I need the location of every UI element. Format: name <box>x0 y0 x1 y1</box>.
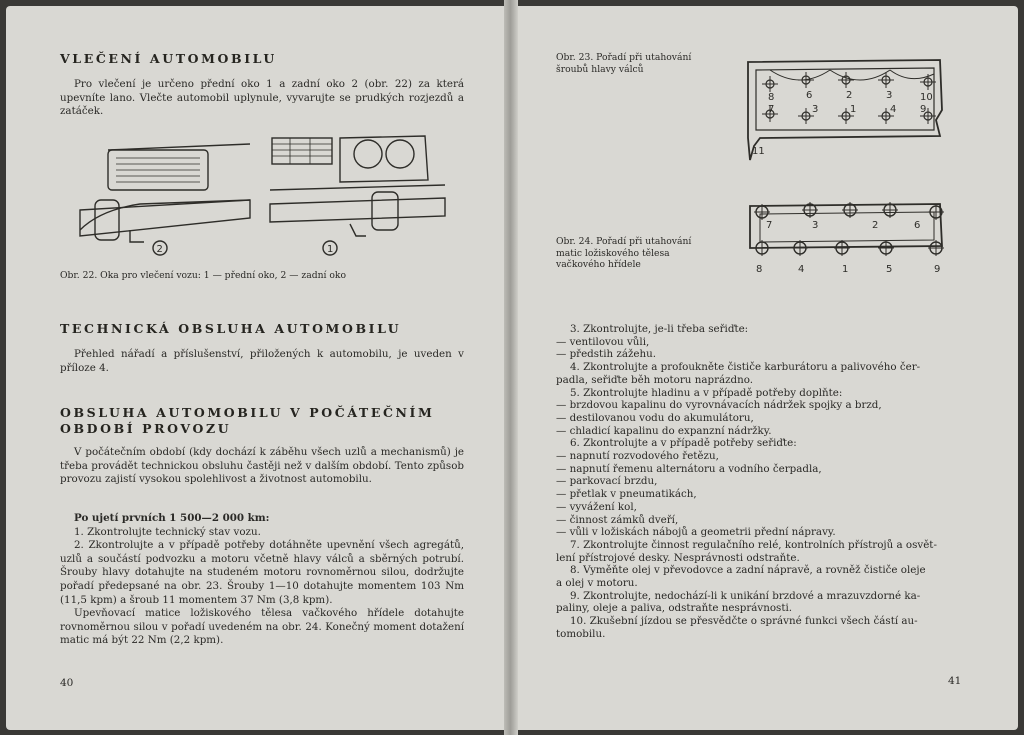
fig23-num: 11 <box>752 146 765 157</box>
fig24-num: 5 <box>886 264 893 275</box>
list-item: — vyvážení kol, <box>556 500 637 513</box>
list-item: — destilovanou vodu do akumulátoru, <box>556 411 754 424</box>
fig23-num: 3 <box>886 90 893 101</box>
fig24-num: 1 <box>842 264 849 275</box>
list-item: — činnost zámků dveří, <box>556 513 679 526</box>
tools-paragraph <box>60 348 464 375</box>
book-gutter <box>504 0 518 735</box>
fig24-caption-line2: matic ložiskového tělesa <box>556 247 670 259</box>
fig24-num: 6 <box>914 220 921 231</box>
list-item: tomobilu. <box>556 627 606 640</box>
fig23-caption-line2: šroubů hlavy válců <box>556 63 644 75</box>
heading-initial-period-2: OBDOBÍ PROVOZU <box>60 421 232 436</box>
tools-text: Přehled nářadí a příslušenství, přiložených k automobilu, je uveden v příloze 4. <box>60 348 464 374</box>
list-item: 10. Zkušební jízdou se přesvědčte o správné funkci všech částí au- <box>570 615 918 628</box>
fig24-num: 2 <box>872 220 879 231</box>
list-item: 4. Zkontrolujte a profoukněte čističe karburátoru a palivového čer- <box>570 361 921 374</box>
fig22-label-1: 1 <box>327 244 334 255</box>
fig23-num: 7 <box>768 104 775 115</box>
page-number-left: 40 <box>60 677 74 689</box>
fig22-caption: Obr. 22. Oka pro vlečení vozu: 1 — přední oko, 2 — zadní oko <box>60 270 346 281</box>
list-item: 6. Zkontrolujte a v případě potřeby seřiďte: <box>570 437 797 450</box>
break-in-item-1: 1. Zkontrolujte technický stav vozu. <box>74 525 261 538</box>
fig24-num: 8 <box>756 264 763 275</box>
fig23-num: 8 <box>768 92 775 103</box>
break-in-item-2b: Upevňovací matice ložiskového tělesa vačkového hřídele dotahujte rovnoměrnou silou v pořadí uvedeném na obr. 24. Konečný moment dotažení matic má být 22 Nm (2,2 kpm). <box>60 607 464 647</box>
list-item: — vůli v ložiskách nábojů a geometrii přední nápravy. <box>556 526 836 539</box>
heading-towing: VLEČENÍ AUTOMOBILU <box>60 51 277 66</box>
fig24-num: 3 <box>812 220 819 231</box>
list-item: 3. Zkontrolujte, je-li třeba seřiďte: <box>570 323 749 335</box>
break-in-list <box>60 512 464 648</box>
list-item: 5. Zkontrolujte hladinu a v případě potřeby doplňte: <box>570 386 843 399</box>
towing-paragraph <box>60 78 464 119</box>
list-item: padla, seřiďte běh motoru naprázdno. <box>556 373 754 386</box>
maintenance-list <box>556 323 966 641</box>
towing-text: Pro vlečení je určeno přední oko 1 a zadní oko 2 (obr. 22) za která upevníte lano. Vlečte automobil uplynule, vyvarujte se prudkých rozjezdů a zatáček. <box>60 78 464 118</box>
fig23-num: 9 <box>920 104 927 115</box>
list-item: a olej v motoru. <box>556 577 638 590</box>
fig23-num: 10 <box>920 92 933 103</box>
fig24-caption <box>556 236 691 271</box>
initial-period-text: V počátečním období (kdy dochází k záběhu všech uzlů a mechanismů) je třeba provádět technickou obsluhu častěji než v dalším období. Tento způsob provozu zajistí vysokou spolehlivost a životnost automobilu. <box>60 446 464 486</box>
break-in-subheading: Po ujetí prvních 1 500—2 000 km: <box>74 512 270 524</box>
list-item: — parkovací brzdu, <box>556 475 658 488</box>
list-item: — napnutí řemenu alternátoru a vodního čerpadla, <box>556 462 822 475</box>
fig23-num: 6 <box>806 90 813 101</box>
fig22-towing-eyes-illustration <box>60 130 450 264</box>
break-in-item-2: 2. Zkontrolujte a v případě potřeby dotáhněte upevnění všech agregátů, uzlů a součástí podvozku a motoru včetně hlavy válců a sběrných potrubí. Šrouby hlavy dotahujte na studeném motoru rovnoměrnou silou, dodržujte pořadí předepsané na obr. 23. Šrouby 1—10 dotahujte momentem 103 Nm (11,5 kpm) a šroub 11 momentem 37 Nm (3,8 kpm). <box>60 539 464 606</box>
list-item: 7. Zkontrolujte činnost regulačního relé, kontrolních přístrojů a osvět- <box>570 538 937 551</box>
fig23-num: 1 <box>850 104 857 115</box>
list-item: 8. Vyměňte olej v převodovce a zadní nápravě, a rovněž čističe oleje <box>570 564 926 577</box>
fig24-caption-line3: vačkového hřídele <box>556 259 641 270</box>
list-item: — ventilovou vůli, <box>556 335 650 348</box>
fig24-caption-line1: Obr. 24. Pořadí při utahování <box>556 236 692 247</box>
heading-technical-service: TECHNICKÁ OBSLUHA AUTOMOBILU <box>60 321 402 336</box>
fig24-camshaft-housing-diagram <box>740 196 950 282</box>
fig24-num: 7 <box>766 220 773 231</box>
fig23-num: 2 <box>846 90 853 101</box>
fig23-caption-line1: Obr. 23. Pořadí při utahování <box>556 52 692 63</box>
fig23-num: 3 <box>812 104 819 115</box>
list-item: lení přístrojové desky. Nesprávnosti odstraňte. <box>556 551 800 564</box>
fig22-label-2: 2 <box>156 244 163 255</box>
fig24-num: 4 <box>798 264 805 275</box>
fig24-num: 9 <box>934 264 941 275</box>
list-item: — přetlak v pneumatikách, <box>556 488 697 501</box>
fig23-cylinder-head-diagram <box>740 50 950 170</box>
fig23-caption <box>556 52 691 75</box>
list-item: — brzdovou kapalinu do vyrovnávacích nádržek spojky a brzd, <box>556 399 882 412</box>
list-item: paliny, oleje a paliva, odstraňte nesprávnosti. <box>556 602 793 615</box>
list-item: — napnutí rozvodového řetězu, <box>556 450 719 463</box>
list-item: — předstih zážehu. <box>556 348 657 361</box>
list-item: 9. Zkontrolujte, nedochází-li k unikání brzdové a mrazuvzdorné ka- <box>570 589 921 602</box>
list-item: — chladicí kapalinu do expanzní nádržky. <box>556 424 772 437</box>
heading-initial-period-1: OBSLUHA AUTOMOBILU V POČÁTEČNÍM <box>60 405 435 420</box>
initial-period-paragraph <box>60 446 464 487</box>
page-number-right: 41 <box>948 675 962 687</box>
fig23-num: 4 <box>890 104 897 115</box>
